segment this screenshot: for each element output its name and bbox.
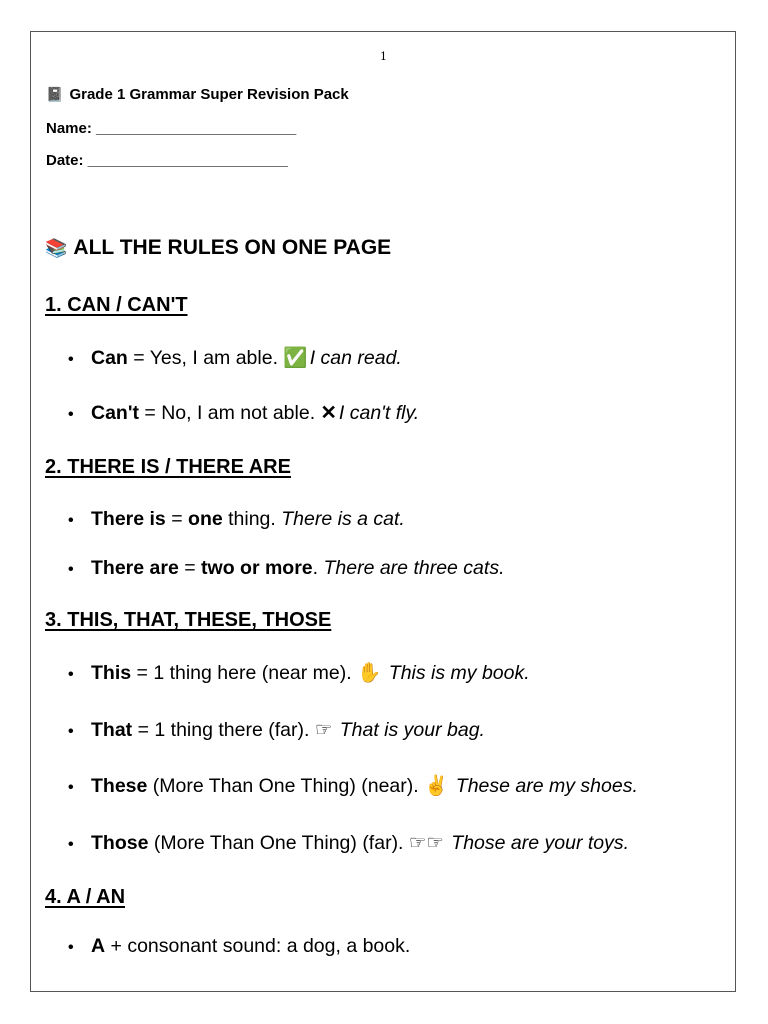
date-field: Date: ________________________ <box>46 152 288 169</box>
section-heading-there-is: 2. THERE IS / THERE ARE <box>45 456 291 478</box>
rules-title <box>45 236 391 260</box>
worksheet-page <box>30 31 736 992</box>
section-heading-demonstratives: 3. THIS, THAT, THESE, THOSE <box>45 609 332 631</box>
pointing-hand-icon: ☞ <box>314 719 333 741</box>
books-icon: 📚 <box>45 238 68 258</box>
raised-hand-icon: ✋ <box>357 662 382 684</box>
list-item: • There is = one thing. There is a cat. <box>68 508 405 530</box>
worksheet-title-text: Grade 1 Grammar Super Revision Pack <box>69 86 349 103</box>
two-pointing-hands-icon: ☞☞ <box>408 832 444 854</box>
list-item: • There are = two or more. There are three cats. <box>68 557 505 579</box>
name-field: Name: ________________________ <box>46 120 297 137</box>
list-item: • Can't = No, I am not able. ✕ I can't fly. <box>68 402 420 424</box>
notebook-icon: 📓 <box>46 86 64 102</box>
page-number: 1 <box>380 50 387 63</box>
victory-hand-icon: ✌ <box>424 775 449 797</box>
worksheet-title <box>46 86 349 103</box>
list-item: • A + consonant sound: a dog, a book. <box>68 935 411 957</box>
check-mark-icon: ✅ <box>283 347 308 369</box>
cross-mark-icon: ✕ <box>320 402 337 424</box>
list-item: • This = 1 thing here (near me). ✋ This is my book. <box>68 662 530 684</box>
list-item: • That = 1 thing there (far). ☞ That is your bag. <box>68 719 485 741</box>
list-item: • These (More Than One Thing) (near). ✌ These are my shoes. <box>68 775 638 797</box>
list-item: • Those (More Than One Thing) (far). ☞☞ Those are your toys. <box>68 832 630 854</box>
rules-title-text: ALL THE RULES ON ONE PAGE <box>73 236 392 259</box>
list-item: • Can = Yes, I am able. ✅ I can read. <box>68 347 402 369</box>
section-heading-can: 1. CAN / CAN'T <box>45 294 188 316</box>
section-heading-a-an: 4. A / AN <box>45 886 126 908</box>
